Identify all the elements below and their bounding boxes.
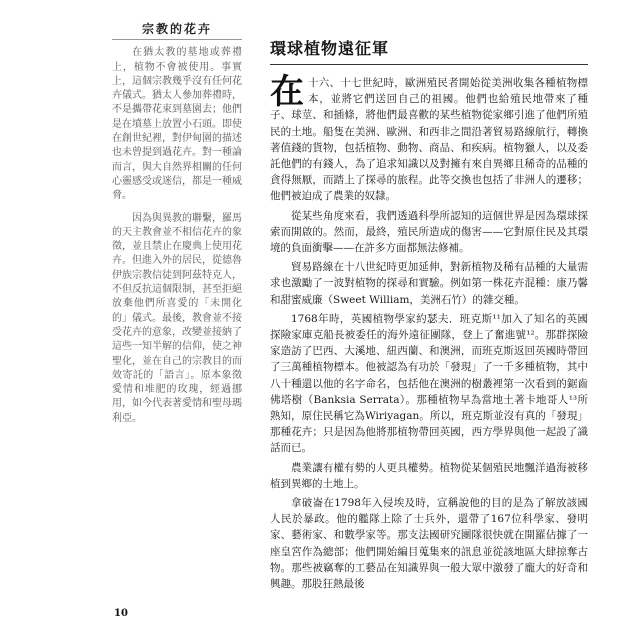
- body-paragraph: 貿易路線在十八世紀時更加延伸，對新植物及稀有品種的大量需求也激勵了一波對植物的探尋和實驗。例如第一株花卉混種：康乃馨和甜蜜威廉（Sweet William，美洲石竹）的雜交種。: [270, 261, 588, 306]
- body-paragraph: 拿破崙在1798年入侵埃及時，宣稱說他的目的是為了解放該國人民於暴政。他的艦隊上除了士兵外，還帶了167位科學家、發明家、藝術家、和數學家等。那支法國研究團隊很快就在開羅佔據了一座皇宮作為總部；他們開始編目蒐集來的訊息並從該地區大肆掠奪古物。那些被竊奪的工藝品在知識界與一般大眾中激發了龐大的好奇和興趣。那股狂熱最後: [270, 497, 588, 591]
- sidebar-paragraph: 在猶太教的墓地或葬禮上，植物不會被使用。事實上，這個宗教幾乎沒有任何花卉儀式。猶太人參加葬禮時，不是攜帶花束到墓園去；他們是在墳墓上放置小石頭。即使在創世紀裡，對伊甸園的描述也未曾提到過花卉。對一種論而言，與大自然界相關的任何心靈感受或迷信，都是一種威脅。: [112, 47, 242, 202]
- main-column: [270, 36, 588, 595]
- body-paragraph: 農業讓有權有勢的人更具權勢。植物從某個殖民地飄洋過海被移植到異鄉的土地上。: [270, 461, 588, 490]
- sidebar-paragraph: 因為與異教的聯繫，羅馬的天主教會並不相信花卉的象徵，並且禁止在慶典上使用花卉。但進入外的居民，從德魯伊族宗教信徒到阿茲特克人，不但反抗這個限制，甚至拒絕放棄他們所喜愛的「未開化的」儀式。最後，教會並不接受花卉的意象，改變並接納了這些一知半解的信仰，使之神聖化，並在自己的宗教目的而效寄託的「語言」。原本象徵愛情和堆肥的玫瑰，經過挪用，如今代表著愛情和聖母瑪利亞。: [112, 212, 242, 424]
- sidebar-title: 宗教的花卉: [112, 22, 242, 40]
- body-paragraph: 在十六、十七世紀時，歐洲殖民者開始從美洲收集各種植物標本，並將它們送回自己的祖國。他們也給殖民地帶來了種子、球莖、和插條，將他們最喜歡的某些植物從家鄉引進了他們所殖民的土地。船隻在美洲、歐洲、和西非之間沿著貿易路線航行，轉換著值錢的貨物，包括植物、動物、商品、和疾病。植物獵人，以及委託他們的有錢人，為了追求知識以及對擁有來自異鄉且稀奇的品種的貪得無厭，而踏上了探尋的旅程。此等交換也包括了非洲人的遷移；他們被迫成了農業的奴隸。: [270, 72, 588, 203]
- drop-cap: 在: [270, 72, 304, 112]
- body-text: [270, 72, 588, 592]
- body-paragraph: 從某些角度來看，我們透過科學所認知的這個世界是因為環球探索而開啟的。然而，最終，殖民所造成的傷害——它對原住民及其環境的負面衝擊——在許多方面都無法修補。: [270, 209, 588, 255]
- section-title: 環球植物遠征軍: [270, 39, 390, 58]
- title-underline: [270, 64, 588, 65]
- body-paragraph: 1768年時，英國植物學家約瑟夫．班克斯¹¹加入了知名的英國探險家庫克船長被委任的海外遠征團隊，登上了奮進號¹²。那群探險家造訪了巴西、大溪地、紐西蘭、和澳洲，而班克斯返回英國時帶回了三萬種植物標本。他被認為有功於「發現」了一千多種植物，其中八十種還以他的名字命名，包括他在澳洲的樹叢裡第一次看到的鋸齒佛塔樹（Banksia Serrata）。那種植物早為當地土著卡地哥人¹³所熟知，原住民稱它為Wiriyagan。所以，班克斯並沒有真的「發現」那種花卉；只是因為他將那植物帶回英國，西方學界與他一起設了識話而已。: [270, 312, 588, 455]
- sidebar-box: [112, 22, 242, 430]
- page-number: 10: [114, 608, 128, 619]
